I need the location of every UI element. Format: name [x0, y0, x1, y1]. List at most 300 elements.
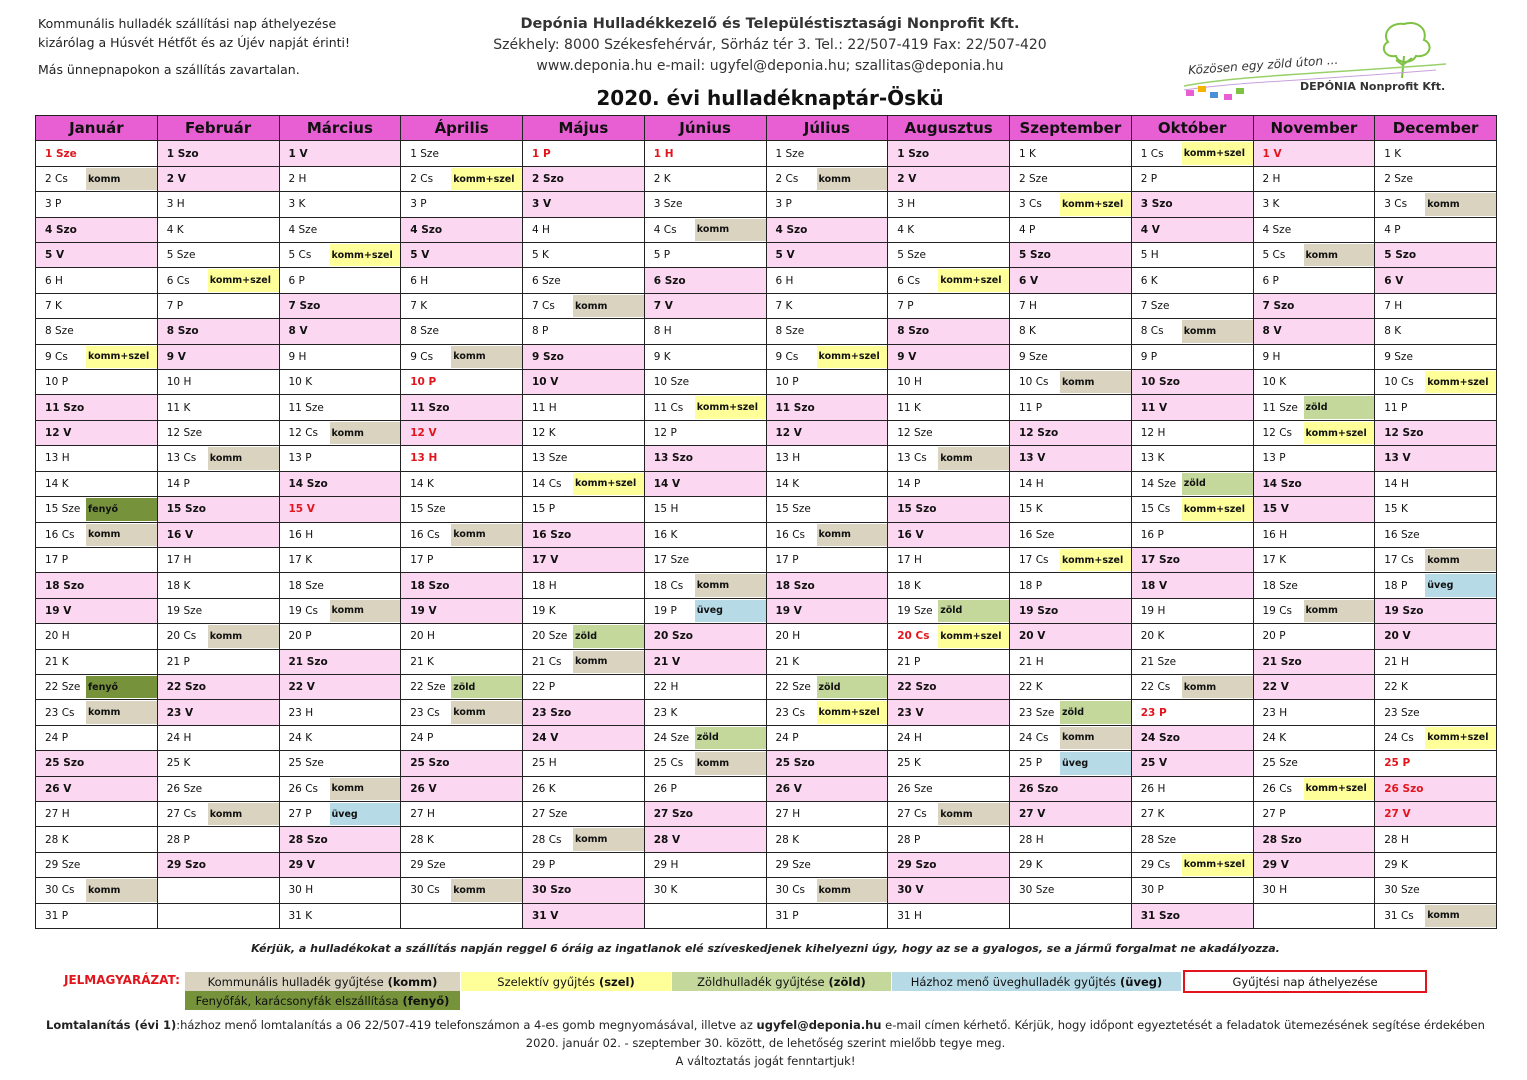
day-date: 2 Szo — [532, 173, 564, 186]
day-cell — [767, 218, 889, 243]
day-date: 3 P — [775, 198, 792, 211]
day-cell — [523, 904, 645, 929]
month-header: Augusztus — [888, 116, 1010, 141]
day-cell — [158, 726, 280, 751]
day-date: 28 K — [45, 833, 69, 846]
collection-badge-komm: komm — [1060, 371, 1131, 393]
day-cell — [401, 777, 523, 802]
day-date: 18 K — [897, 579, 921, 592]
day-date: 24 K — [288, 731, 313, 744]
collection-badge-komm: komm — [1304, 600, 1375, 622]
day-date: 13 Cs — [897, 452, 927, 465]
day-date: 6 Sze — [532, 274, 561, 287]
note-line-2: kizárólag a Húsvét Hétfőt és az Újév napját érinti! — [38, 35, 351, 50]
day-date: 23 H — [288, 706, 314, 719]
empty-cell — [1254, 904, 1376, 929]
day-date: 13 P — [288, 452, 312, 465]
day-cell — [36, 319, 158, 344]
collection-badge-komm: komm — [695, 219, 766, 241]
day-date: 25 Szo — [775, 757, 815, 770]
day-cell — [1254, 268, 1376, 293]
day-cell — [1254, 218, 1376, 243]
day-date: 16 K — [653, 528, 678, 541]
month-header: December — [1375, 116, 1497, 141]
day-cell — [36, 904, 158, 929]
day-date: 26 Szo — [1019, 782, 1059, 795]
day-date: 12 H — [1140, 427, 1166, 440]
day-cell — [158, 624, 280, 649]
day-cell — [1010, 192, 1132, 217]
day-date: 30 Sze — [1384, 884, 1420, 897]
day-cell — [1132, 827, 1254, 852]
collection-badge-komm: komm — [817, 168, 888, 190]
day-cell — [1010, 802, 1132, 827]
day-date: 17 K — [288, 554, 313, 567]
day-date: 14 V — [653, 477, 681, 490]
day-cell — [1254, 319, 1376, 344]
day-date: 4 Szo — [775, 223, 808, 236]
day-date: 9 Sze — [1019, 350, 1048, 363]
day-cell — [158, 370, 280, 395]
day-date: 21 P — [166, 655, 190, 668]
day-date: 6 H — [45, 274, 63, 287]
day-cell — [767, 345, 889, 370]
day-cell — [645, 421, 767, 446]
day-cell — [280, 599, 402, 624]
day-cell — [645, 751, 767, 776]
day-date: 14 Szo — [1262, 477, 1302, 490]
day-cell — [1254, 599, 1376, 624]
page-title: 2020. évi hulladéknaptár-Öskü — [596, 86, 944, 110]
day-cell — [280, 675, 402, 700]
day-cell — [1375, 141, 1497, 166]
day-cell — [767, 497, 889, 522]
day-date: 29 Sze — [410, 858, 446, 871]
collection-badge-zold: zöld — [1060, 701, 1131, 723]
day-cell — [401, 218, 523, 243]
day-cell — [888, 294, 1010, 319]
day-cell — [523, 878, 645, 903]
day-date: 20 H — [45, 630, 70, 643]
day-date: 8 K — [1384, 325, 1402, 338]
logo-brand: DEPÓNIA Nonprofit Kft. — [1300, 80, 1446, 93]
day-cell — [1132, 904, 1254, 929]
day-date: 24 K — [1262, 731, 1287, 744]
day-cell — [401, 243, 523, 268]
empty-cell — [1010, 904, 1132, 929]
day-date: 25 H — [532, 757, 557, 770]
day-date: 2 K — [653, 173, 671, 186]
day-date: 20 H — [410, 630, 435, 643]
day-date: 17 K — [1262, 554, 1287, 567]
day-cell — [888, 395, 1010, 420]
collection-badge-komm: komm — [208, 803, 279, 825]
day-date: 19 Sze — [897, 604, 933, 617]
day-cell — [888, 904, 1010, 929]
day-date: 28 H — [1384, 833, 1409, 846]
day-date: 23 Cs — [410, 706, 440, 719]
bulky-line-3: A változtatás jogát fenntartjuk! — [675, 1054, 856, 1068]
day-cell — [401, 472, 523, 497]
day-date: 27 V — [1019, 808, 1046, 821]
day-date: 8 P — [532, 325, 549, 338]
day-date: 22 Sze — [45, 681, 81, 694]
day-cell — [767, 446, 889, 471]
collection-badge-zold: zöld — [817, 676, 888, 698]
day-cell — [36, 472, 158, 497]
day-cell — [1375, 243, 1497, 268]
day-date: 4 P — [1019, 223, 1036, 236]
day-date: 6 V — [1384, 274, 1404, 287]
day-cell — [888, 700, 1010, 725]
collection-badge-szel: komm+szel — [938, 625, 1009, 647]
day-cell — [523, 192, 645, 217]
day-cell — [1375, 827, 1497, 852]
day-cell — [1254, 141, 1376, 166]
day-date: 23 Cs — [45, 706, 75, 719]
day-cell — [158, 827, 280, 852]
day-cell — [1010, 777, 1132, 802]
month-header: Április — [401, 116, 523, 141]
day-date: 16 Cs — [410, 528, 440, 541]
month-header: Március — [280, 116, 402, 141]
day-cell — [36, 751, 158, 776]
day-cell — [36, 243, 158, 268]
day-date: 18 Cs — [653, 579, 684, 592]
day-cell — [888, 446, 1010, 471]
day-date: 10 Cs — [1019, 376, 1049, 389]
day-cell — [888, 802, 1010, 827]
collection-badge-szel: komm+szel — [1060, 549, 1131, 571]
day-date: 1 Sze — [775, 147, 805, 160]
day-cell — [1010, 294, 1132, 319]
day-date: 2 Cs — [775, 173, 799, 186]
collection-badge-zold: zöld — [695, 727, 766, 749]
day-cell — [280, 548, 402, 573]
day-cell — [1132, 472, 1254, 497]
day-date: 17 H — [897, 554, 922, 567]
day-cell — [1010, 421, 1132, 446]
day-date: 30 Cs — [775, 884, 806, 897]
day-date: 23 P — [1140, 706, 1167, 719]
day-cell — [1375, 395, 1497, 420]
day-cell — [36, 192, 158, 217]
day-cell — [888, 751, 1010, 776]
day-cell — [1254, 472, 1376, 497]
day-date: 16 P — [1140, 528, 1164, 541]
day-cell — [158, 523, 280, 548]
day-cell — [645, 650, 767, 675]
day-cell — [1375, 700, 1497, 725]
day-cell — [280, 395, 402, 420]
day-cell — [36, 726, 158, 751]
day-cell — [1132, 802, 1254, 827]
day-cell — [1132, 141, 1254, 166]
day-date: 17 Cs — [1019, 554, 1049, 567]
day-cell — [158, 472, 280, 497]
day-cell — [401, 294, 523, 319]
day-cell — [1254, 523, 1376, 548]
day-cell — [888, 624, 1010, 649]
day-cell — [158, 345, 280, 370]
day-date: 2 Cs — [45, 173, 68, 186]
day-date: 22 Sze — [775, 681, 811, 694]
day-cell — [36, 675, 158, 700]
day-cell — [888, 675, 1010, 700]
day-date: 26 V — [775, 782, 802, 795]
day-date: 25 K — [897, 757, 921, 770]
day-cell — [158, 167, 280, 192]
day-cell — [767, 751, 889, 776]
day-date: 27 P — [1262, 808, 1286, 821]
day-date: 12 Sze — [897, 427, 933, 440]
day-cell — [1132, 243, 1254, 268]
day-date: 17 P — [45, 554, 69, 567]
day-cell — [36, 548, 158, 573]
day-date: 12 V — [410, 427, 437, 440]
day-cell — [645, 523, 767, 548]
day-date: 5 Cs — [1262, 249, 1286, 262]
day-date: 29 Sze — [45, 858, 81, 871]
day-date: 24 V — [532, 731, 559, 744]
day-cell — [36, 777, 158, 802]
day-date: 12 Szo — [1384, 427, 1424, 440]
day-cell — [158, 675, 280, 700]
collection-badge-zold: zöld — [938, 600, 1009, 622]
day-date: 30 V — [897, 884, 924, 897]
day-date: 12 Cs — [288, 427, 319, 440]
day-cell — [401, 675, 523, 700]
day-date: 12 V — [45, 427, 72, 440]
collection-badge-komm: komm — [330, 422, 401, 444]
day-date: 21 H — [1384, 655, 1409, 668]
day-date: 25 P — [1019, 757, 1043, 770]
day-date: 1 Cs — [1140, 147, 1164, 160]
bulky-waste-info — [35, 1016, 1496, 1070]
day-cell — [1132, 319, 1254, 344]
day-cell — [645, 827, 767, 852]
day-cell — [280, 523, 402, 548]
day-cell — [767, 319, 889, 344]
day-date: 29 H — [653, 858, 679, 871]
day-date: 28 Sze — [1140, 833, 1177, 846]
day-date: 28 K — [410, 833, 434, 846]
day-cell — [158, 802, 280, 827]
day-cell — [888, 167, 1010, 192]
day-cell — [1132, 700, 1254, 725]
day-date: 27 Szo — [653, 808, 693, 821]
day-date: 3 H — [166, 198, 185, 211]
day-cell — [280, 218, 402, 243]
collection-badge-komm: komm — [451, 346, 522, 368]
day-date: 7 P — [897, 300, 914, 313]
day-cell — [36, 827, 158, 852]
day-cell — [523, 446, 645, 471]
day-date: 26 K — [532, 782, 556, 795]
day-date: 6 P — [288, 274, 305, 287]
day-date: 23 Sze — [1384, 706, 1420, 719]
day-date: 25 K — [166, 757, 191, 770]
day-cell — [767, 167, 889, 192]
day-cell — [401, 268, 523, 293]
day-date: 4 Szo — [410, 223, 443, 236]
day-date: 14 K — [410, 477, 434, 490]
day-cell — [1132, 675, 1254, 700]
day-date: 19 H — [1140, 604, 1166, 617]
day-cell — [767, 573, 889, 598]
day-date: 5 V — [775, 249, 795, 262]
day-date: 3 Cs — [1384, 198, 1408, 211]
day-date: 25 Sze — [1262, 757, 1298, 770]
collection-badge-komm: komm — [938, 447, 1009, 469]
day-cell — [158, 853, 280, 878]
day-date: 31 V — [532, 909, 559, 922]
day-date: 5 P — [653, 249, 671, 262]
calendar-grid — [35, 115, 1497, 929]
day-date: 8 H — [653, 325, 672, 338]
day-date: 18 Szo — [45, 579, 85, 592]
day-cell — [1254, 192, 1376, 217]
day-cell — [158, 573, 280, 598]
collection-badge-komm: komm — [1425, 905, 1496, 927]
day-date: 20 H — [775, 630, 801, 643]
day-date: 8 Sze — [775, 325, 805, 338]
collection-badge-szel: komm+szel — [1425, 727, 1496, 749]
day-date: 16 Szo — [532, 528, 572, 541]
day-date: 5 Sze — [166, 249, 196, 262]
day-date: 23 V — [166, 706, 194, 719]
day-cell — [1254, 726, 1376, 751]
day-date: 10 H — [166, 376, 192, 389]
day-date: 12 Cs — [1262, 427, 1293, 440]
day-date: 19 V — [410, 604, 437, 617]
day-cell — [523, 345, 645, 370]
day-date: 15 K — [1384, 503, 1408, 516]
collection-badge-fenyo: fenyő — [86, 498, 157, 520]
collection-badge-komm: komm — [208, 625, 279, 647]
day-date: 18 P — [1384, 579, 1408, 592]
collection-badge-zold: zöld — [451, 676, 522, 698]
day-cell — [280, 446, 402, 471]
day-date: 27 Cs — [897, 808, 927, 821]
day-cell — [523, 599, 645, 624]
day-date: 9 K — [653, 350, 671, 363]
day-date: 24 P — [775, 731, 799, 744]
collection-badge-szel: komm+szel — [86, 346, 157, 368]
collection-badge-szel: komm+szel — [817, 346, 888, 368]
day-cell — [888, 141, 1010, 166]
day-date: 9 Szo — [532, 350, 564, 363]
day-date: 18 K — [166, 579, 191, 592]
day-date: 21 Szo — [288, 655, 328, 668]
day-date: 19 Szo — [1384, 604, 1424, 617]
day-date: 6 H — [775, 274, 794, 287]
day-cell — [1254, 370, 1376, 395]
day-date: 30 H — [1262, 884, 1288, 897]
day-cell — [280, 345, 402, 370]
day-date: 30 Sze — [1019, 884, 1055, 897]
collection-badge-szel: komm+szel — [451, 168, 522, 190]
day-date: 21 P — [897, 655, 921, 668]
day-cell — [645, 218, 767, 243]
day-date: 8 Szo — [897, 325, 930, 338]
day-date: 6 P — [1262, 274, 1279, 287]
day-cell — [645, 395, 767, 420]
day-cell — [1375, 624, 1497, 649]
day-date: 23 K — [653, 706, 678, 719]
day-date: 16 Sze — [1384, 528, 1420, 541]
month-header: Január — [36, 116, 158, 141]
day-cell — [645, 167, 767, 192]
day-date: 29 V — [288, 858, 315, 871]
day-date: 16 Sze — [1019, 528, 1055, 541]
day-cell — [767, 294, 889, 319]
collection-badge-szel: komm+szel — [1425, 371, 1496, 393]
day-date: 27 Sze — [532, 808, 568, 821]
day-cell — [1010, 446, 1132, 471]
day-cell — [1254, 345, 1376, 370]
day-date: 28 P — [897, 833, 921, 846]
day-date: 11 Sze — [288, 401, 324, 414]
day-cell — [767, 853, 889, 878]
day-date: 2 Cs — [410, 173, 434, 186]
day-cell — [1254, 675, 1376, 700]
day-cell — [1375, 751, 1497, 776]
day-date: 1 P — [532, 147, 551, 160]
day-date: 8 Sze — [410, 325, 439, 338]
day-date: 10 Szo — [1140, 376, 1180, 389]
collection-badge-komm: komm — [695, 752, 766, 774]
request-note: Kérjük, a hulladékokat a szállítás napján reggel 6 óráig az ingatlanok elé szíveskedjenek kihelyezni úgy, hogy az se a gyalogos, se a jármű forgalmat ne akadályozza. — [251, 942, 1280, 955]
day-cell — [645, 319, 767, 344]
collection-badge-szel: komm+szel — [1060, 193, 1131, 215]
day-cell — [523, 726, 645, 751]
day-date: 2 V — [897, 173, 917, 186]
day-cell — [523, 675, 645, 700]
day-cell — [1010, 624, 1132, 649]
day-date: 13 P — [1262, 452, 1286, 465]
company-header — [420, 14, 1120, 77]
day-date: 7 Szo — [1262, 300, 1295, 313]
day-cell — [1132, 345, 1254, 370]
day-date: 13 V — [1019, 452, 1046, 465]
day-date: 25 Szo — [410, 757, 450, 770]
day-date: 23 V — [897, 706, 924, 719]
collection-badge-fenyo: fenyő — [86, 676, 157, 698]
day-cell — [1132, 192, 1254, 217]
day-date: 10 K — [288, 376, 313, 389]
day-cell — [1132, 167, 1254, 192]
day-date: 26 H — [1140, 782, 1166, 795]
day-date: 1 Szo — [166, 147, 199, 160]
day-cell — [888, 650, 1010, 675]
day-cell — [1254, 421, 1376, 446]
day-date: 9 Cs — [410, 350, 434, 363]
day-cell — [401, 319, 523, 344]
collection-badge-komm: komm — [695, 574, 766, 596]
day-cell — [158, 319, 280, 344]
day-cell — [767, 523, 889, 548]
day-cell — [158, 421, 280, 446]
day-cell — [523, 827, 645, 852]
day-cell — [401, 751, 523, 776]
day-cell — [1254, 446, 1376, 471]
collection-badge-uveg: üveg — [695, 600, 766, 622]
day-cell — [1375, 319, 1497, 344]
collection-badge-szel: komm+szel — [1182, 854, 1253, 876]
day-date: 21 Cs — [532, 655, 562, 668]
day-date: 16 H — [1262, 528, 1288, 541]
